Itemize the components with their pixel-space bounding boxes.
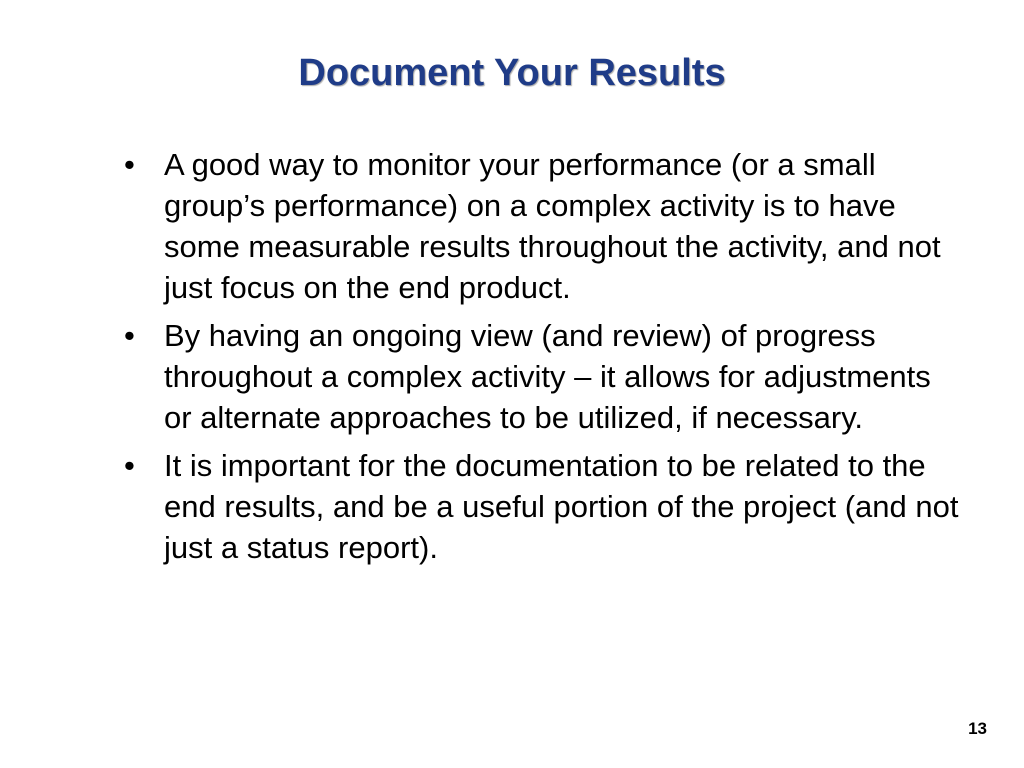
- slide-title: Document Your Results: [298, 52, 726, 94]
- bullet-marker: •: [124, 448, 135, 483]
- page-number: 13: [968, 719, 987, 738]
- bullet-item: [124, 315, 964, 438]
- bullet-marker: •: [124, 147, 135, 182]
- bullet-marker: •: [124, 318, 135, 353]
- bullet-item: [124, 445, 964, 568]
- bullet-list: [124, 144, 964, 575]
- bullet-item: [124, 144, 964, 308]
- bullet-text: A good way to monitor your performance (or a small group’s performance) on a complex activity is to have some measurable results throughout the activity, and not just focus on the end product.: [164, 147, 941, 305]
- bullet-text: It is important for the documentation to be related to the end results, and be a useful portion of the project (and not just a status report).: [164, 448, 959, 565]
- bullet-text: By having an ongoing view (and review) of progress throughout a complex activity – it allows for adjustments or alternate approaches to be utilized, if necessary.: [164, 318, 931, 435]
